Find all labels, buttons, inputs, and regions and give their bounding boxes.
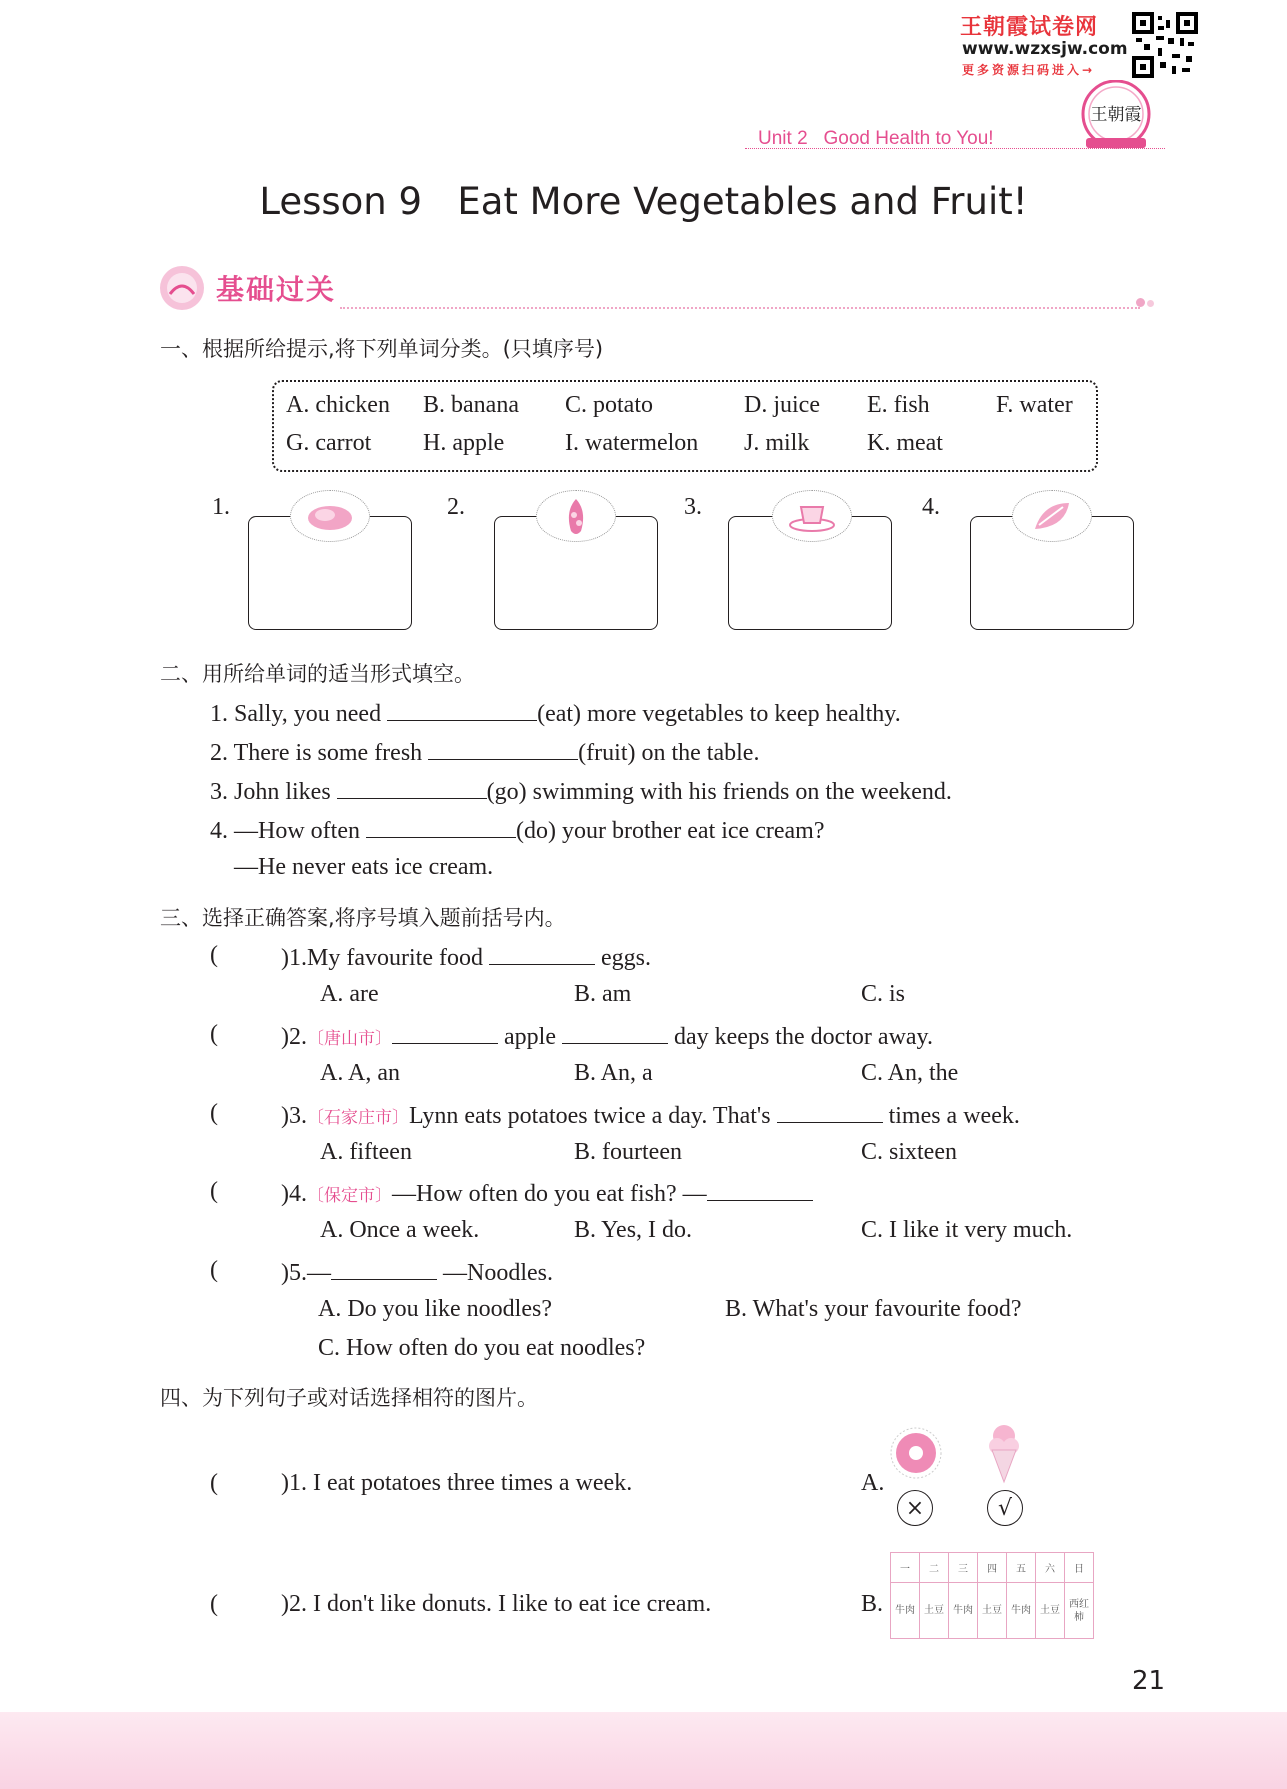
q2-reply-line: —He never eats ice cream. (234, 854, 494, 880)
answer-paren-open[interactable]: ( (210, 1470, 218, 1496)
q3-option[interactable]: B. What's your favourite food? (725, 1296, 1022, 1322)
q3-option[interactable]: A. Once a week. (320, 1217, 480, 1243)
brand-url[interactable]: www.wzxsjw.com (962, 39, 1128, 59)
unit-title: Good Health to You! (823, 128, 994, 149)
brand-seal-logo (1076, 80, 1156, 152)
weekday-cell: 五 (1007, 1553, 1036, 1583)
brand-seal-text: 王朝霞 (1090, 105, 1142, 125)
word-option: J. milk (744, 430, 810, 456)
section-badge-rule (340, 307, 1140, 309)
q3-option[interactable]: A. A, an (320, 1060, 400, 1086)
q1-heading: 一、根据所给提示,将下列单词分类。(只填序号) (160, 337, 604, 361)
q2-item-2: 2. There is some fresh (fruit) on the table. (210, 737, 759, 767)
q3-heading: 三、选择正确答案,将序号填入题前括号内。 (160, 906, 566, 930)
answer-paren-open[interactable]: ( (210, 1100, 218, 1126)
word-option: C. potato (565, 392, 653, 418)
weekly-food-table (890, 1552, 1094, 1639)
word-option: B. banana (423, 392, 519, 418)
answer-paren-open[interactable]: ( (210, 1257, 218, 1283)
q3-item-4: )4.〔保定市〕—How often do you eat fish? — (281, 1178, 813, 1208)
word-option: E. fish (867, 392, 930, 418)
fill-blank (331, 1257, 437, 1280)
word-option: F. water (996, 392, 1073, 418)
q2-item-4: 4. —How often (do) your brother eat ice cream? (210, 815, 824, 845)
box-number: 3. (684, 494, 702, 520)
word-bank (272, 380, 1098, 472)
answer-paren-open[interactable]: ( (210, 1021, 218, 1047)
q3-item-5: )5.— —Noodles. (281, 1257, 553, 1287)
q3-option[interactable]: C. An, the (861, 1060, 959, 1086)
fruit-icon (536, 490, 616, 542)
word-option: H. apple (423, 430, 505, 456)
q3-option[interactable]: A. are (320, 981, 379, 1007)
q2-item-3: 3. John likes (go) swimming with his friends on the weekend. (210, 776, 952, 806)
fill-blank (489, 942, 595, 965)
weekday-cell: 一 (891, 1553, 920, 1583)
q2-item-1: 1. Sally, you need (eat) more vegetables to keep healthy. (210, 698, 901, 728)
box-number: 4. (922, 494, 940, 520)
decor-dot (1136, 298, 1145, 307)
section-badge-icon (158, 264, 206, 312)
brand-title: 王朝霞试卷网 (960, 15, 1099, 40)
drink-icon (772, 490, 852, 542)
answer-paren-open[interactable]: ( (210, 942, 218, 968)
word-option: I. watermelon (565, 430, 699, 456)
q4-item-1: )1. I eat potatoes three times a week. (281, 1470, 633, 1496)
brand-more-text: 更多资源扫码进入→ (962, 63, 1096, 77)
vegetable-icon (1012, 490, 1092, 542)
box-number: 2. (447, 494, 465, 520)
fill-blank[interactable] (428, 737, 578, 760)
q4-item-2: )2. I don't like donuts. I like to eat ice cream. (281, 1591, 712, 1617)
q3-option[interactable]: B. am (574, 981, 632, 1007)
city-tag: 〔石家庄市〕 (307, 1108, 409, 1128)
fill-blank[interactable] (387, 698, 537, 721)
q3-item-3: )3.〔石家庄市〕Lynn eats potatoes twice a day. That's times a week. (281, 1100, 1020, 1130)
fill-blank (707, 1178, 813, 1201)
food-cell: 西红柿 (1065, 1583, 1094, 1639)
q2-heading: 二、用所给单词的适当形式填空。 (160, 662, 475, 686)
ice-cream-icon (984, 1420, 1024, 1484)
city-tag: 〔保定市〕 (307, 1186, 392, 1206)
food-cell: 牛肉 (1007, 1583, 1036, 1639)
weekday-cell: 三 (949, 1553, 978, 1583)
page-number: 21 (1132, 1666, 1166, 1696)
word-option: K. meat (867, 430, 943, 456)
word-option: A. chicken (286, 392, 390, 418)
donut-icon (888, 1425, 944, 1481)
city-tag: 〔唐山市〕 (307, 1029, 392, 1049)
q3-item-1: )1.My favourite food eggs. (281, 942, 651, 972)
q3-option[interactable]: B. fourteen (574, 1139, 682, 1165)
food-cell: 土豆 (1036, 1583, 1065, 1639)
word-option: G. carrot (286, 430, 372, 456)
weekday-cell: 日 (1065, 1553, 1094, 1583)
answer-paren-open[interactable]: ( (210, 1591, 218, 1617)
fill-blank[interactable] (366, 815, 516, 838)
lesson-title: Lesson 9 Eat More Vegetables and Fruit! (259, 180, 1028, 223)
picture-option-a-label[interactable]: A. (861, 1470, 885, 1496)
q3-option[interactable]: B. An, a (574, 1060, 653, 1086)
fill-blank (777, 1100, 883, 1123)
picture-option-b-label[interactable]: B. (861, 1591, 884, 1617)
q3-option[interactable]: C. I like it very much. (861, 1217, 1073, 1243)
q3-option[interactable]: A. fifteen (320, 1139, 412, 1165)
check-mark-icon: √ (987, 1490, 1023, 1526)
word-option: D. juice (744, 392, 820, 418)
meat-icon (290, 490, 370, 542)
footer-band (0, 1712, 1287, 1789)
q3-option[interactable]: A. Do you like noodles? (318, 1296, 552, 1322)
box-number: 1. (212, 494, 230, 520)
q3-option[interactable]: C. sixteen (861, 1139, 957, 1165)
fill-blank (562, 1021, 668, 1044)
unit-header (758, 128, 994, 150)
decor-dot (1147, 300, 1154, 307)
q3-item-2: )2.〔唐山市〕 apple day keeps the doctor away. (281, 1021, 933, 1051)
qr-code-icon[interactable] (1132, 12, 1198, 78)
fill-blank (392, 1021, 498, 1044)
fill-blank[interactable] (337, 776, 487, 799)
unit-header-rule (745, 148, 1165, 150)
weekday-cell: 二 (920, 1553, 949, 1583)
cross-mark-icon: × (897, 1490, 933, 1526)
q3-option[interactable]: C. How often do you eat noodles? (318, 1335, 646, 1361)
q3-option[interactable]: B. Yes, I do. (574, 1217, 693, 1243)
section-badge: 基础过关 (216, 273, 337, 306)
q3-option[interactable]: C. is (861, 981, 906, 1007)
food-cell: 牛肉 (949, 1583, 978, 1639)
unit-label: Unit 2 (758, 128, 808, 149)
food-cell: 牛肉 (891, 1583, 920, 1639)
food-cell: 土豆 (920, 1583, 949, 1639)
q4-heading: 四、为下列句子或对话选择相符的图片。 (160, 1386, 538, 1410)
food-cell: 土豆 (978, 1583, 1007, 1639)
weekday-cell: 六 (1036, 1553, 1065, 1583)
weekday-cell: 四 (978, 1553, 1007, 1583)
answer-paren-open[interactable]: ( (210, 1178, 218, 1204)
